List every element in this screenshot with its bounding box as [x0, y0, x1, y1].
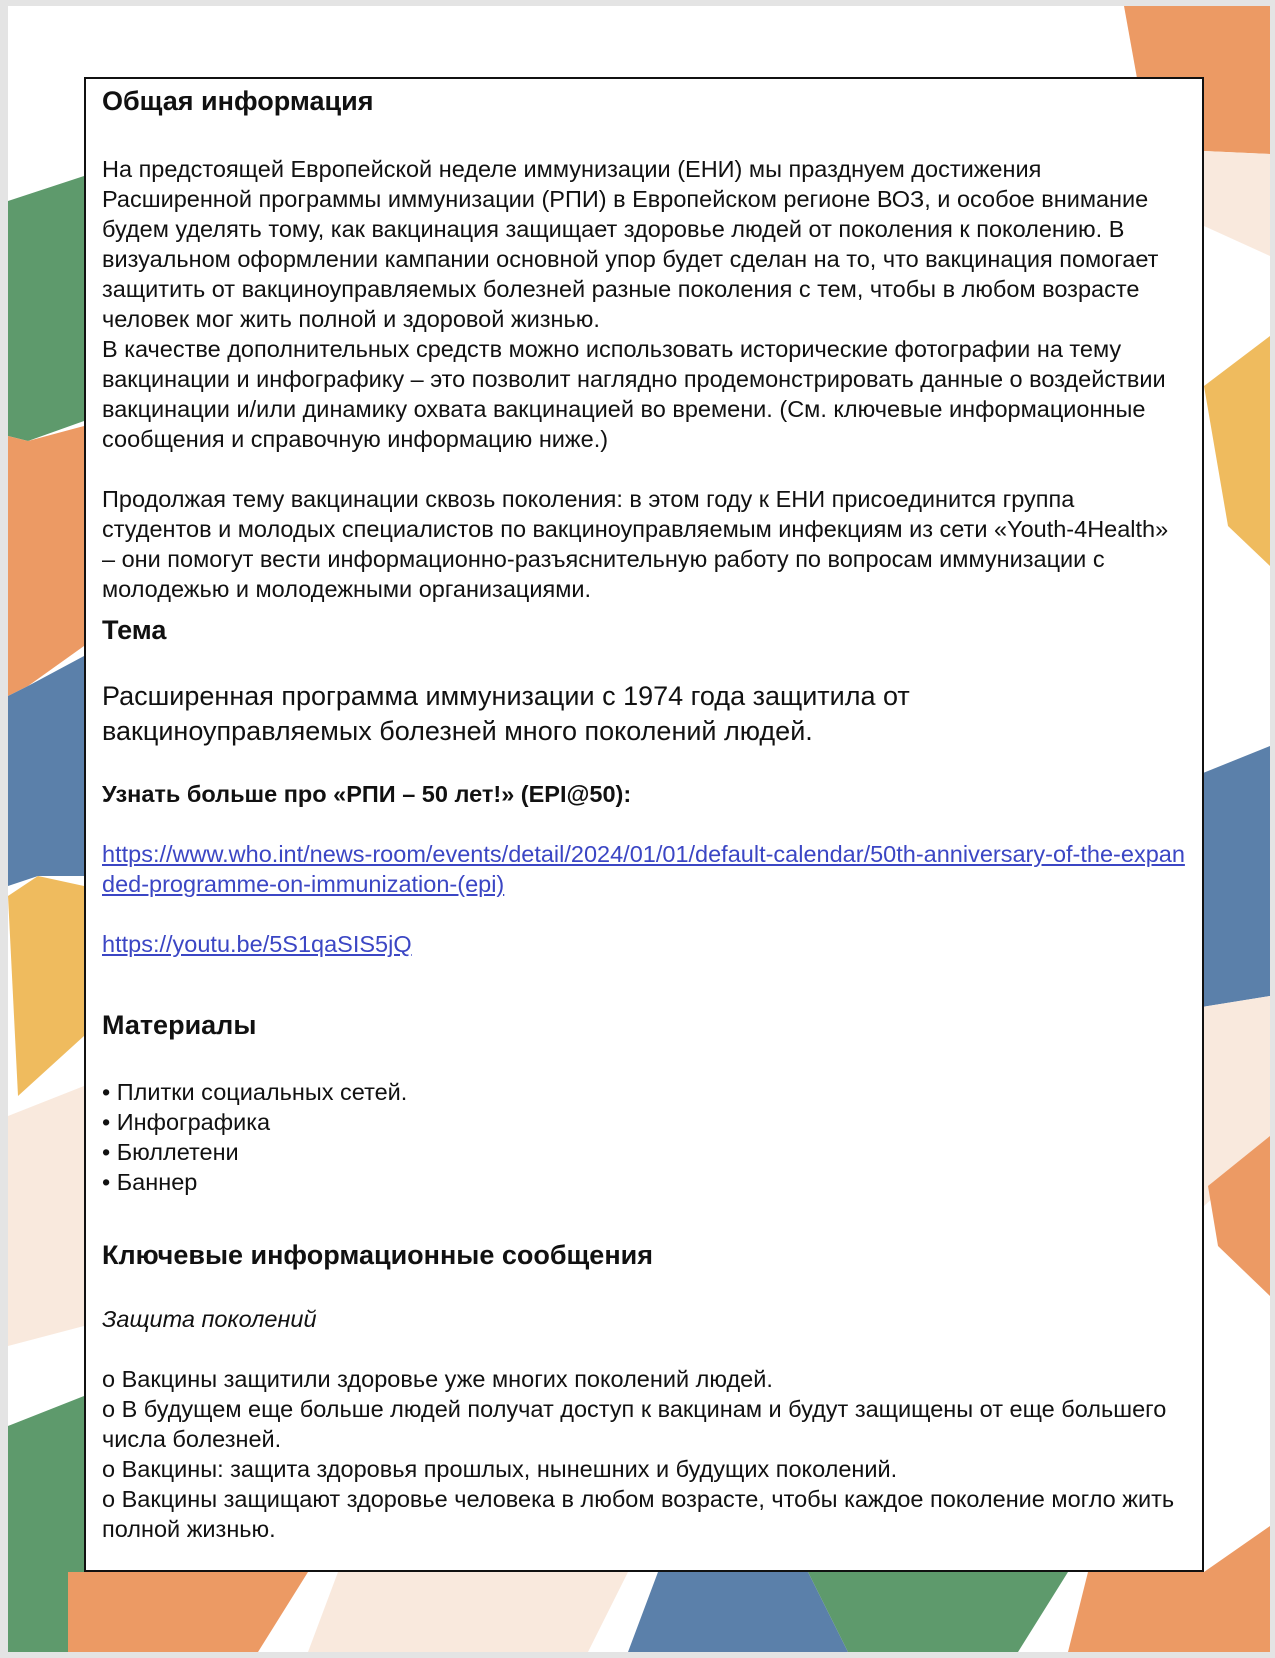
- document-page: [8, 6, 1270, 1652]
- bg-shape-blue: [8, 656, 84, 886]
- list-item: o Вакцины: защита здоровья прошлых, нынешних и будущих поколений.: [102, 1455, 898, 1482]
- general-paragraph-2: В качестве дополнительных средств можно использовать исторические фотографии на тему вакцинации и инфографику – это позволит наглядно продемонстрировать данные о воздействии вакцинации и/или динамику охвата вакцинацией во времени. (См. ключевые информационные сообщения и справочную информацию ниже.): [102, 336, 1166, 453]
- bg-shape-yellow: [1204, 336, 1270, 566]
- list-item: • Инфографика: [102, 1109, 271, 1136]
- bg-shape-orange: [8, 426, 84, 696]
- general-paragraph-3: Продолжая тему вакцинации сквозь поколения: в этом году к ЕНИ присоединится группа студентов и молодых специалистов по вакциноуправляемым инфекциям из сети «Youth-4Health» – они помогут вести информационно-разъяснительную работу по вопросам иммунизации с молодежью и молодежными организациями.: [102, 486, 1169, 603]
- theme-text: Расширенная программа иммунизации с 1974 года защитила от вакциноуправляемых болезней много поколений людей.: [102, 680, 910, 746]
- bg-shape-yellow: [8, 876, 84, 1096]
- list-item: o Вакцины защитили здоровье уже многих поколений людей.: [102, 1365, 773, 1392]
- youtube-link[interactable]: https://youtu.be/5S1qaSIS5jQ: [102, 930, 412, 957]
- general-paragraph-1: На предстоящей Европейской неделе иммунизации (ЕНИ) мы празднуем достижения Расширенной программы иммунизации (РПИ) в Европейском регионе ВОЗ, и особое внимание будем уделять тому, как вакцинация защищает здоровье людей от поколения к поколению. В визуальном оформлении кампании основной упор будет сделан на то, что вакцинация помогает защитить от вакциноуправляемых болезней разные поколения с тем, чтобы в любом возрасте человек мог жить полной и здоровой жизнью.: [102, 156, 1159, 333]
- key-messages-subheading: Защита поколений: [102, 1305, 317, 1332]
- list-item: o Вакцины защищают здоровье человека в любом возрасте, чтобы каждое поколение могло жить полной жизнью.: [102, 1485, 1175, 1542]
- list-item: • Плитки социальных сетей.: [102, 1079, 408, 1106]
- learn-more-label: Узнать больше про «РПИ – 50 лет!» (EPI@50):: [102, 780, 632, 807]
- bg-shape-peach: [308, 1572, 628, 1652]
- bg-shape-green: [808, 1572, 1068, 1652]
- list-item: o В будущем еще больше людей получат доступ к вакцинам и будут защищены от еще большего числа болезней.: [102, 1395, 1167, 1452]
- materials-heading: Материалы: [102, 1009, 257, 1040]
- materials-list: [102, 1077, 1186, 1197]
- key-messages-list: [102, 1364, 1186, 1544]
- who-epi50-link[interactable]: https://www.who.int/news-room/events/detail/2024/01/01/default-calendar/50th-anniversary-of-the-expanded-programme-on-immunization-(epi): [102, 840, 1185, 897]
- key-messages-heading: Ключевые информационные сообщения: [102, 1240, 653, 1271]
- list-item: • Бюллетени: [102, 1139, 239, 1166]
- list-item: • Баннер: [102, 1169, 198, 1196]
- bg-shape-green: [8, 176, 84, 441]
- bg-shape-orange: [68, 1572, 308, 1652]
- general-heading: Общая информация: [102, 86, 374, 116]
- bg-shape-peach: [8, 1086, 84, 1346]
- theme-heading: Тема: [102, 615, 167, 646]
- content-box: [84, 77, 1204, 1572]
